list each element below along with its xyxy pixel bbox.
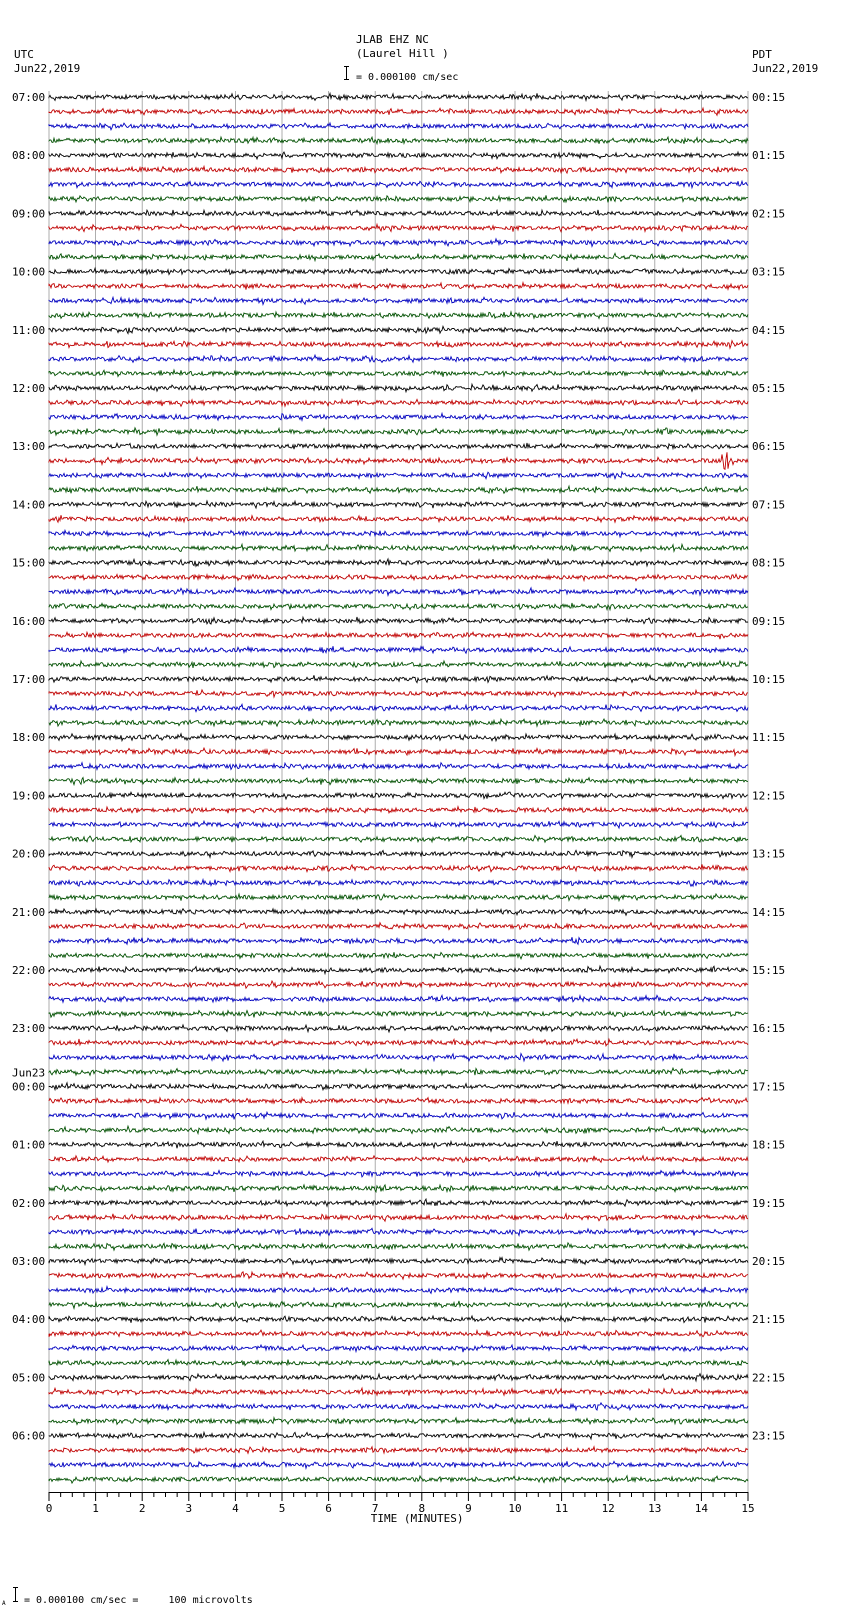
left-hour-label: 10:00 — [12, 265, 46, 279]
trace-group — [49, 93, 748, 1483]
trace-43 — [49, 719, 748, 726]
trace-87 — [49, 1360, 748, 1366]
trace-65 — [49, 1039, 748, 1046]
scale-label: = 0.000100 cm/sec — [356, 72, 459, 83]
trace-7 — [49, 195, 748, 202]
trace-46 — [49, 763, 748, 770]
trace-51 — [49, 836, 748, 843]
trace-42 — [49, 704, 748, 711]
right-hour-label: 14:15 — [752, 905, 786, 919]
right-hour-label: 20:15 — [752, 1255, 786, 1268]
x-axis-label: TIME (MINUTES) — [370, 1512, 464, 1525]
trace-59 — [49, 952, 748, 959]
trace-47 — [49, 778, 748, 785]
trace-69 — [49, 1098, 748, 1104]
trace-21 — [49, 399, 748, 406]
right-hour-label: 04:15 — [752, 323, 786, 337]
left-hour-label: 11:00 — [12, 323, 46, 337]
left-hour-label: 13:00 — [12, 440, 46, 454]
time-axis — [46, 1492, 755, 1525]
tick-label: 9 — [465, 1502, 472, 1515]
trace-39 — [49, 661, 748, 668]
right-hour-label: 15:15 — [752, 964, 786, 977]
tick-label: 1 — [92, 1502, 99, 1515]
trace-34 — [49, 588, 748, 595]
right-hour-label: 23:15 — [752, 1429, 786, 1443]
tick-label: 4 — [232, 1502, 239, 1515]
right-hour-label: 21:15 — [752, 1313, 786, 1327]
trace-8 — [49, 210, 748, 217]
trace-73 — [49, 1156, 748, 1163]
trace-19 — [49, 370, 748, 377]
trace-41 — [49, 690, 748, 697]
left-hour-label: 08:00 — [12, 149, 46, 163]
trace-72 — [49, 1141, 748, 1148]
left-hour-label: 22:00 — [12, 964, 46, 977]
trace-94 — [49, 1461, 748, 1468]
trace-68 — [49, 1083, 748, 1090]
left-hour-label: 15:00 — [12, 556, 46, 570]
trace-25 — [49, 452, 748, 469]
trace-74 — [49, 1170, 748, 1177]
trace-89 — [49, 1388, 748, 1395]
left-hour-label: 16:00 — [12, 614, 46, 628]
trace-40 — [49, 675, 748, 682]
trace-53 — [49, 864, 748, 871]
right-hour-label: 07:15 — [752, 498, 786, 512]
trace-90 — [49, 1403, 748, 1410]
trace-11 — [49, 253, 748, 261]
right-hour-label: 02:15 — [752, 207, 786, 221]
trace-80 — [49, 1258, 748, 1265]
footer-scale-note: = 0.000100 cm/sec = 100 microvolts — [24, 1595, 253, 1606]
trace-79 — [49, 1243, 748, 1250]
right-hour-label: 19:15 — [752, 1196, 786, 1210]
right-hour-label: 17:15 — [752, 1080, 786, 1094]
footer-mark: A — [2, 1600, 6, 1607]
trace-18 — [49, 355, 748, 362]
right-date: Jun22,2019 — [752, 62, 819, 75]
scale-bar-icon — [344, 66, 349, 80]
trace-82 — [49, 1287, 748, 1294]
right-hour-label: 01:15 — [752, 149, 786, 163]
left-hour-label: 12:00 — [12, 382, 46, 395]
tick-label: 5 — [278, 1502, 286, 1515]
left-hour-label: 14:00 — [12, 498, 46, 512]
tick-label: 7 — [371, 1502, 379, 1515]
trace-62 — [49, 995, 748, 1002]
trace-83 — [49, 1301, 748, 1308]
tick-label: 6 — [325, 1502, 332, 1515]
trace-61 — [49, 981, 748, 988]
trace-91 — [49, 1417, 748, 1424]
tick-label: 10 — [508, 1502, 522, 1515]
trace-88 — [49, 1374, 748, 1381]
right-hour-label: 22:15 — [752, 1371, 786, 1385]
trace-6 — [49, 181, 748, 187]
trace-36 — [49, 617, 748, 624]
trace-55 — [49, 894, 748, 901]
left-hour-label: 09:00 — [12, 207, 46, 221]
trace-52 — [49, 850, 748, 857]
trace-15 — [49, 312, 748, 319]
day-change-label: Jun23 — [12, 1066, 46, 1080]
left-hour-label: 02:00 — [12, 1196, 46, 1210]
tick-label: 2 — [138, 1502, 146, 1515]
trace-0 — [49, 93, 748, 100]
right-hour-label: 08:15 — [752, 556, 786, 570]
trace-31 — [49, 544, 748, 551]
tick-label: 13 — [648, 1502, 662, 1515]
left-hour-label: 04:00 — [12, 1313, 46, 1327]
right-hour-label: 00:15 — [752, 91, 786, 104]
right-timezone: PDT — [752, 48, 772, 61]
trace-77 — [49, 1214, 748, 1221]
trace-22 — [49, 414, 748, 421]
trace-76 — [49, 1199, 748, 1206]
right-hour-label: 16:15 — [752, 1022, 786, 1036]
tick-label: 14 — [694, 1502, 709, 1515]
trace-16 — [49, 326, 748, 333]
trace-1 — [49, 108, 748, 115]
site-name: (Laurel Hill ) — [356, 47, 449, 60]
trace-29 — [49, 515, 748, 522]
trace-92 — [49, 1432, 748, 1439]
tick-label: 12 — [601, 1502, 615, 1515]
footer-scale-bar-icon — [13, 1587, 18, 1602]
trace-81 — [49, 1272, 748, 1279]
left-hour-label: 20:00 — [12, 847, 46, 861]
trace-2 — [49, 123, 748, 130]
trace-58 — [49, 937, 748, 944]
trace-45 — [49, 748, 748, 755]
trace-35 — [49, 603, 748, 610]
trace-71 — [49, 1126, 748, 1133]
right-hour-label: 03:15 — [752, 265, 786, 279]
trace-14 — [49, 297, 748, 304]
left-hour-label: 23:00 — [12, 1022, 46, 1036]
trace-20 — [49, 384, 748, 391]
left-timezone: UTC — [14, 48, 34, 61]
trace-37 — [49, 632, 748, 639]
left-date: Jun22,2019 — [14, 62, 81, 75]
left-hour-label: 06:00 — [12, 1429, 46, 1443]
right-hour-label: 10:15 — [752, 673, 786, 686]
trace-67 — [49, 1068, 748, 1075]
trace-9 — [49, 224, 748, 231]
left-hour-label: 17:00 — [12, 673, 46, 686]
right-hour-label: 05:15 — [752, 382, 786, 395]
left-hour-label: 00:00 — [12, 1080, 46, 1094]
trace-56 — [49, 909, 748, 915]
left-hour-label: 18:00 — [12, 731, 46, 745]
trace-4 — [49, 152, 748, 159]
trace-84 — [49, 1316, 748, 1323]
trace-85 — [49, 1330, 748, 1337]
right-hour-label: 12:15 — [752, 789, 786, 803]
right-hour-label: 06:15 — [752, 440, 786, 454]
trace-24 — [49, 443, 748, 449]
trace-5 — [49, 167, 748, 174]
trace-75 — [49, 1185, 748, 1192]
left-hour-label: 05:00 — [12, 1371, 46, 1385]
tick-label: 11 — [554, 1502, 569, 1515]
trace-78 — [49, 1228, 748, 1235]
tick-label: 0 — [45, 1502, 53, 1515]
tick-label: 8 — [418, 1502, 426, 1515]
trace-23 — [49, 428, 748, 435]
trace-54 — [49, 880, 748, 887]
right-hour-label: 13:15 — [752, 847, 786, 861]
left-hour-label: 07:00 — [12, 91, 46, 104]
left-hour-label: 01:00 — [12, 1138, 46, 1152]
trace-70 — [49, 1112, 748, 1119]
trace-33 — [49, 574, 748, 580]
trace-66 — [49, 1054, 748, 1061]
left-hour-label: 03:00 — [12, 1255, 46, 1268]
trace-48 — [49, 792, 748, 799]
trace-30 — [49, 530, 748, 537]
trace-12 — [49, 268, 748, 274]
trace-26 — [49, 472, 748, 479]
trace-17 — [49, 341, 748, 349]
trace-27 — [49, 486, 748, 493]
trace-57 — [49, 923, 748, 930]
trace-32 — [49, 559, 748, 566]
trace-86 — [49, 1345, 748, 1352]
right-hour-label: 11:15 — [752, 731, 786, 745]
trace-38 — [49, 646, 748, 653]
trace-63 — [49, 1011, 748, 1018]
trace-64 — [49, 1025, 748, 1032]
trace-44 — [49, 734, 748, 741]
right-hour-label: 09:15 — [752, 614, 786, 628]
trace-50 — [49, 821, 748, 828]
right-hour-label: 18:15 — [752, 1138, 786, 1152]
trace-10 — [49, 239, 748, 246]
trace-49 — [49, 807, 748, 814]
trace-28 — [49, 501, 748, 508]
trace-13 — [49, 283, 748, 290]
trace-93 — [49, 1447, 748, 1454]
trace-95 — [49, 1476, 748, 1483]
left-hour-label: 21:00 — [12, 905, 46, 919]
tick-label: 15 — [741, 1502, 755, 1515]
trace-3 — [49, 137, 748, 144]
trace-60 — [49, 966, 748, 973]
station-title: JLAB EHZ NC — [356, 33, 429, 46]
left-hour-label: 19:00 — [12, 789, 46, 803]
tick-label: 3 — [185, 1502, 193, 1515]
